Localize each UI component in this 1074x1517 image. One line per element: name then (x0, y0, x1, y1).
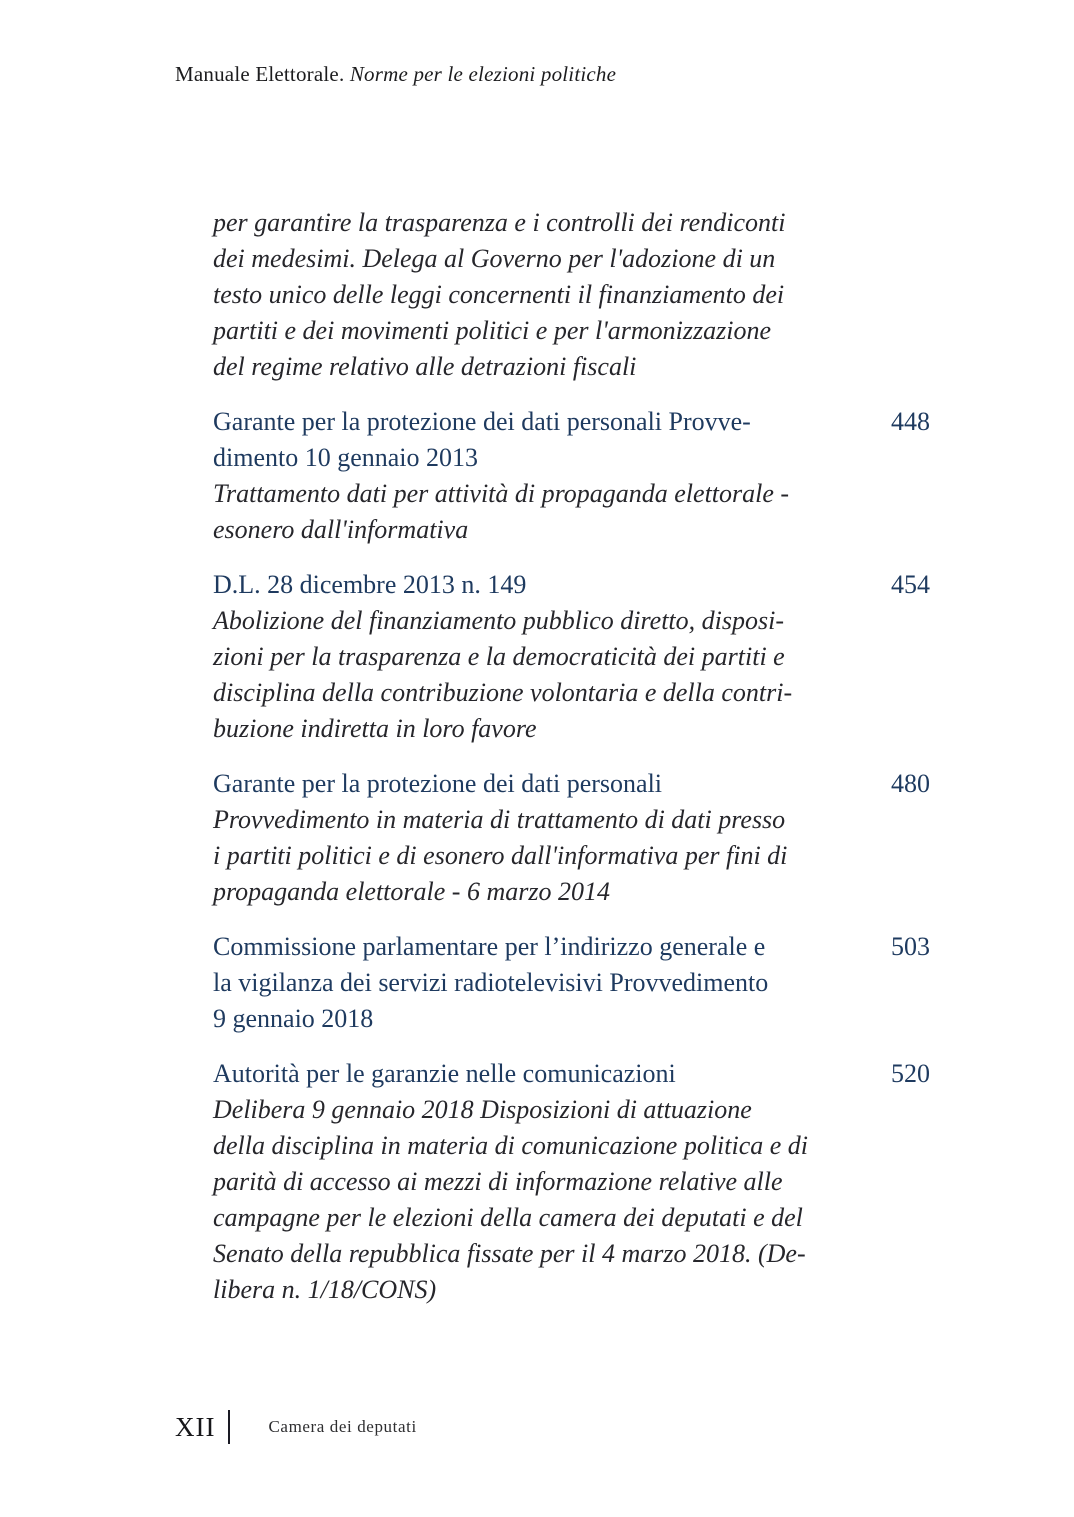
toc-entry (213, 766, 930, 910)
entry-title-line: D.L. 28 dicembre 2013 n. 149 (213, 570, 527, 599)
continuation-line: del regime relativo alle detrazioni fiscali (213, 352, 637, 381)
continuation-line: partiti e dei movimenti politici e per l'armonizzazione (213, 316, 771, 345)
entry-text (213, 1056, 833, 1308)
entry-title-line: 9 gennaio 2018 (213, 1004, 374, 1033)
running-header (175, 60, 616, 88)
footer-imprint: Camera dei deputati (268, 1417, 417, 1436)
entry-title-line: dimento 10 gennaio 2013 (213, 443, 479, 472)
book-title: Manuale Elettorale. (175, 62, 345, 86)
entry-text (213, 766, 833, 910)
entry-subtitle-line: libera n. 1/18/CONS) (213, 1275, 437, 1304)
entry-subtitle-line: Delibera 9 gennaio 2018 Disposizioni di attuazione (213, 1095, 752, 1124)
entry-page-number: 448 (891, 407, 930, 436)
entry-subtitle-line: Senato della repubblica fissate per il 4 marzo 2018. (De- (213, 1239, 806, 1268)
entry-subtitle-line: esonero dall'informativa (213, 515, 469, 544)
entry-page-number: 503 (891, 932, 930, 961)
entry-text (213, 404, 833, 548)
entry-subtitle-line: campagne per le elezioni della camera dei deputati e del (213, 1203, 803, 1232)
footer-page-number: XII (175, 1411, 216, 1442)
entry-text (213, 929, 833, 1037)
table-of-contents (213, 205, 930, 1327)
entry-subtitle-line: Trattamento dati per attività di propaganda elettorale - (213, 479, 790, 508)
entry-subtitle-line: disciplina della contribuzione volontaria e della contri- (213, 678, 793, 707)
entry-subtitle-line: parità di accesso ai mezzi di informazione relative alle (213, 1167, 783, 1196)
entry-page-number: 480 (891, 769, 930, 798)
entry-title-line: la vigilanza dei servizi radiotelevisivi Provvedimento (213, 968, 769, 997)
entry-title-line: Garante per la protezione dei dati personali (213, 769, 663, 798)
toc-entry (213, 929, 930, 1037)
entry-subtitle-line: Provvedimento in materia di trattamento di dati presso (213, 805, 786, 834)
entry-title-line: Commissione parlamentare per l’indirizzo generale e (213, 932, 766, 961)
entry-title-line: Garante per la protezione dei dati personali Provve- (213, 407, 751, 436)
toc-entry (213, 567, 930, 747)
entry-page-number: 520 (891, 1059, 930, 1088)
continuation-line: testo unico delle leggi concernenti il finanziamento dei (213, 280, 785, 309)
entry-subtitle-line: buzione indiretta in loro favore (213, 714, 537, 743)
toc-entry (213, 404, 930, 548)
book-subtitle: Norme per le elezioni politiche (349, 62, 617, 86)
entry-text (213, 567, 833, 747)
entry-subtitle-line: propaganda elettorale - 6 marzo 2014 (213, 877, 610, 906)
entry-subtitle-line: zioni per la trasparenza e la democraticità dei partiti e (213, 642, 785, 671)
entry-page-number: 454 (891, 570, 930, 599)
entry-subtitle-line: Abolizione del finanziamento pubblico diretto, disposi- (213, 606, 784, 635)
entry-subtitle-line: della disciplina in materia di comunicazione politica e di (213, 1131, 809, 1160)
toc-continuation (213, 205, 930, 385)
page-footer (175, 1410, 417, 1444)
entry-title-line: Autorità per le garanzie nelle comunicazioni (213, 1059, 676, 1088)
toc-entry (213, 1056, 930, 1308)
entry-subtitle-line: i partiti politici e di esonero dall'informativa per fini di (213, 841, 788, 870)
footer-divider (228, 1410, 230, 1444)
continuation-line: per garantire la trasparenza e i controlli dei rendiconti (213, 208, 786, 237)
continuation-line: dei medesimi. Delega al Governo per l'adozione di un (213, 244, 776, 273)
